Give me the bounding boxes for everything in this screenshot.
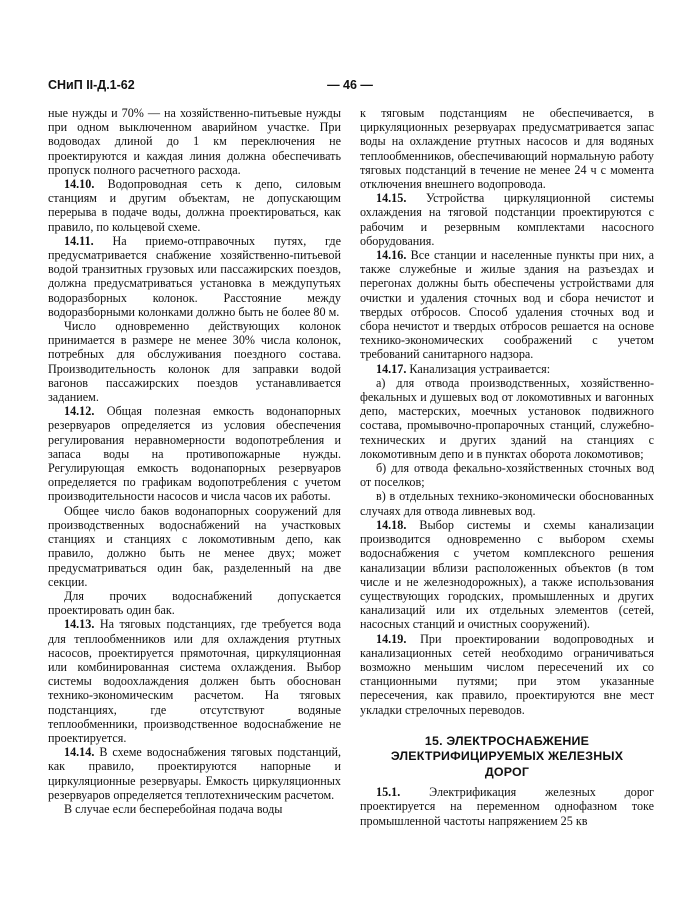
paragraph — [48, 177, 341, 234]
paragraph-text: При проектировании водопроводных и канализационных сетей необходимо ограничиваться возможно меньшим числом пересечений их со станционными путями; при этом указанные пересечения, как правило, проектируются вне мест укладки стрелочных переводов. — [360, 631, 654, 717]
clause-number: 14.15. — [376, 191, 407, 206]
paragraph — [48, 802, 341, 816]
paragraph — [360, 518, 654, 632]
paragraph-text: На тяговых подстанциях, где требуется вода для теплообменников или для охлаждения ртутных насосов, проектируется прямоточная, циркуляционная или комбинированная система охлаждения. Выбор системы водоохлаждения должен быть обоснован технико-экономическим расчетом. На тяговых подстанциях, где отсутствуют водяные теплообменники, производственное водоснабжение не проектируется. — [48, 617, 341, 745]
paragraph — [360, 248, 654, 362]
paragraph — [360, 106, 654, 191]
paragraph-text: Электрификация железных дорог проектируется на переменном однофазном токе промышленной частоты напряжением 25 кв — [360, 785, 654, 828]
clause-number: 14.10. — [64, 177, 95, 192]
clause-number: 14.17. — [376, 361, 407, 376]
paragraph — [48, 504, 341, 589]
section-title — [360, 734, 654, 781]
paragraph-text: Все станции и населенные пункты при них, а также служебные и жилые здания на разъездах и перегонах должны быть обеспечены устройствами для очистки и удаления сточных вод и сбора нечистот и твердых отбросов. Способ удаления сточных вод и сбора нечистот и твердых отбросов решается на основе технико-экономических соображений с учетом требований санитарного надзора. — [360, 248, 654, 362]
clause-number: 14.13. — [64, 617, 95, 632]
paragraph-text: Выбор системы и схемы канализации производится одновременно с выбором схемы водоснабжения с учетом комплексного решения канализации вблизи расположенных объектов (в том числе и не железнодорожных), а также использования существующих городских, промышленных и других канализаций или их отдельных элементов (сетей, насосных станций и очистных сооружений). — [360, 517, 654, 632]
clause-number: 14.19. — [376, 631, 407, 646]
paragraph-text: а) для отвода производственных, хозяйственно-фекальных и душевых вод от локомотивных и вагонных депо, мастерских, моечных установок подвижного состава, промывочно-пропарочных станций, служебно-технических и других зданий на станциях с локомотивным депо и в пунктах оборота локомотивов; — [360, 375, 654, 461]
paragraph — [360, 191, 654, 248]
document-code: СНиП II-Д.1-62 — [48, 78, 135, 92]
page-number: — 46 — — [327, 78, 373, 92]
paragraph — [48, 404, 341, 503]
clause-number: 14.12. — [64, 404, 95, 419]
paragraph — [360, 376, 654, 461]
paragraph — [48, 617, 341, 745]
right-column — [360, 106, 654, 828]
paragraph — [360, 362, 654, 376]
paragraph — [48, 589, 341, 617]
paragraph — [360, 489, 654, 517]
paragraph-text: ные нужды и 70% — на хозяйственно-питьевые нужды при одном выключенном аварийном участке. При водоводах длиной до 1 км переключения не проектируются и каждая линия должна обеспечивать пропуск полного расчетного расхода. — [48, 106, 341, 177]
clause-number: 15.1. — [376, 785, 401, 800]
paragraph — [48, 106, 341, 177]
left-column — [48, 106, 341, 816]
paragraph-text: Число одновременно действующих колонок принимается в размере не менее 30% числа колонок, потребных для обслуживания поездного состава. Производительность колонок для заправки водой вагонов пассажирских поездов устанавливается заданием. — [48, 319, 341, 405]
paragraph-text: Канализация устраивается: — [409, 361, 551, 376]
section-title-line-2: ЭЛЕКТРИФИЦИРУЕМЫХ ЖЕЛЕЗНЫХ — [390, 749, 624, 764]
paragraph-text: в) в отдельных технико-экономически обоснованных случаях для отвода ливневых вод. — [360, 489, 654, 518]
paragraph — [360, 461, 654, 489]
right-column-paragraphs — [360, 106, 654, 717]
clause-number: 14.18. — [376, 517, 407, 532]
section-title-line-1: 15. ЭЛЕКТРОСНАБЖЕНИЕ — [424, 733, 590, 748]
page-header — [48, 78, 652, 94]
paragraph — [360, 632, 654, 717]
paragraph-text: к тяговым подстанциям не обеспечивается, в циркуляционных резервуарах предусматривается запас воды на охлаждение ртутных насосов и для водяных теплообменников, обеспечивающий нормальную работу тяговых подстанций в течение не менее 24 ч с момента отключения внешнего водопровода. — [360, 106, 654, 192]
paragraph-text: В схеме водоснабжения тяговых подстанций, как правило, проектируются напорные и циркуляционные резервуары. Емкость циркуляционных резервуаров определяется теплотехническим расчетом. — [48, 745, 341, 802]
paragraph-text: На приемо-отправочных путях, где предусматривается снабжение хозяйственно-питьевой водой транзитных грузовых или пассажирских поездов, должна предусматриваться установка в междупутьях водоразборных колонок. Расстояние между водоразборными колонками должно быть не более 80 м. — [48, 233, 341, 319]
paragraph-text: Общая полезная емкость водонапорных резервуаров определяется из условия обеспечения регулирования неравномерности водопотребления и запаса воды на противопожарные нужды. Регулирующая емкость водонапорных резервуаров определяется по графикам водопотребления с учетом производительности насосов и числа часов их работы. — [48, 404, 341, 504]
paragraph-text: В случае если бесперебойная подача воды — [64, 801, 283, 816]
paragraph-text: Водопроводная сеть к депо, силовым станциям и другим объектам, не допускающим перерыва в подаче воды, должна проектироваться, как правило, по кольцевой схеме. — [48, 177, 341, 234]
clause-number: 14.14. — [64, 745, 95, 760]
paragraph-text: б) для отвода фекально-хозяйственных сточных вод от поселков; — [360, 461, 654, 490]
clause-number: 14.11. — [64, 233, 94, 248]
clause-number: 14.16. — [376, 248, 407, 263]
paragraph-text: Устройства циркуляционной системы охлаждения на тяговой подстанции проектируются с рабочим и резервным комплектами насосного оборудования. — [360, 191, 654, 248]
paragraph — [360, 785, 654, 828]
paragraph-text: Для прочих водоснабжений допускается проектировать один бак. — [48, 588, 341, 618]
section-title-line-3: ДОРОГ — [484, 764, 530, 779]
paragraph-text: Общее число баков водонапорных сооружений для производственных водоснабжений на участковых станциях и станциях с локомотивным депо, как правило, должно быть не менее двух; может предусматриваться один бак, разделенный на две секции. — [48, 503, 341, 589]
paragraph — [48, 234, 341, 319]
paragraph — [48, 319, 341, 404]
paragraph — [48, 745, 341, 802]
